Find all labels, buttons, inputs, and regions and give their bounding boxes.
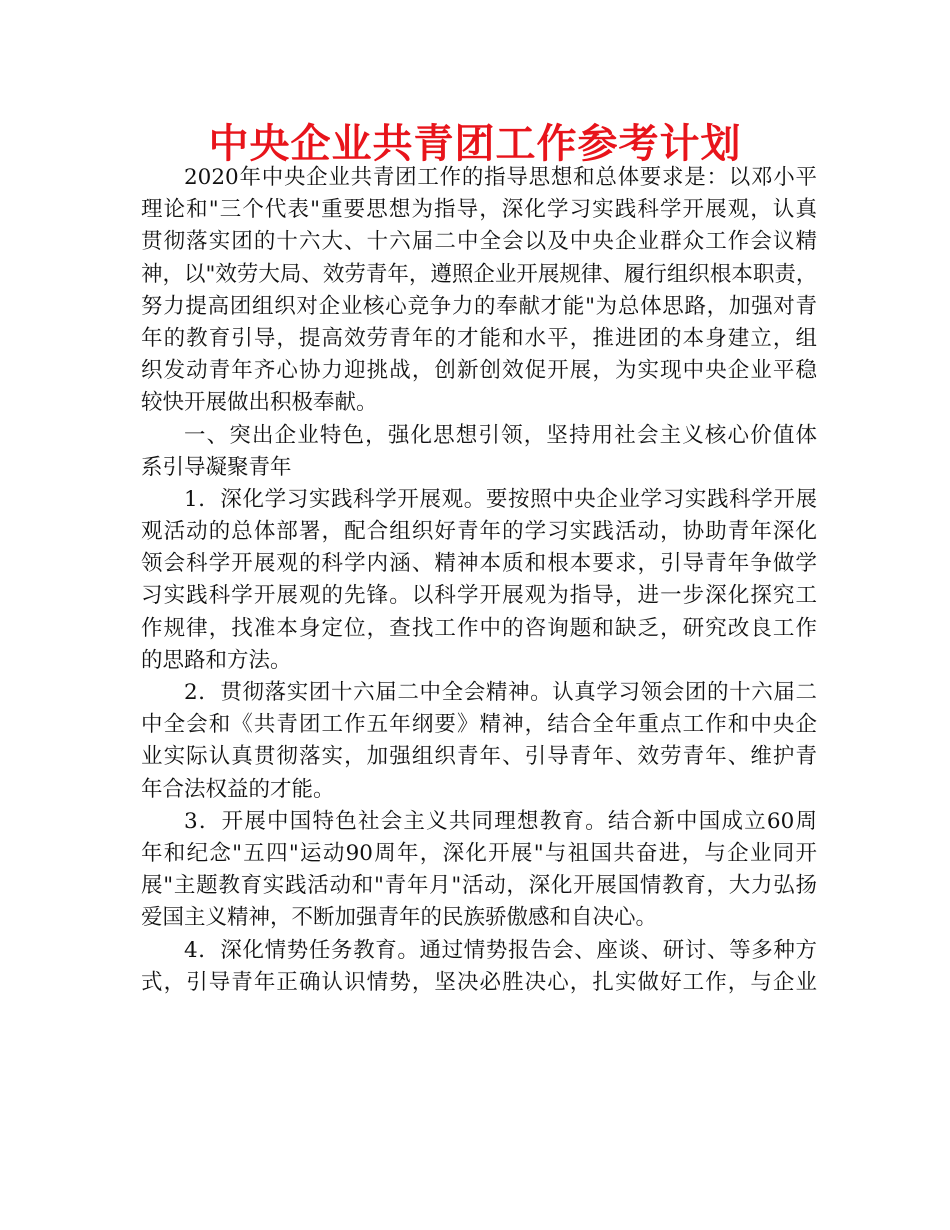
- text-line: 习实践科学开展观的先锋。以科学开展观为指导，进一步深化探究工: [141, 583, 817, 609]
- text-line: 爱国主义精神，不断加强青年的民族骄傲感和自决心。: [141, 905, 658, 931]
- text-line: 系引导凝聚青年: [141, 454, 292, 480]
- text-line: 理论和"三个代表"重要思想为指导，深化学习实践科学开展观，认真: [141, 197, 817, 223]
- text-line: 作规律，找准本身定位，查找工作中的咨询题和缺乏，研究改良工作: [141, 615, 817, 641]
- text-line: 观活动的总体部署，配合组织好青年的学习实践活动，协助青年深化: [141, 519, 817, 545]
- text-line: 努力提高团组织对企业核心竞争力的奉献才能"为总体思路，加强对青: [141, 293, 817, 319]
- text-line: 贯彻落实团的十六大、十六届二中全会以及中央企业群众工作会议精: [141, 229, 817, 255]
- text-line: 式，引导青年正确认识情势，坚决必胜决心，扎实做好工作，与企业: [141, 969, 817, 995]
- text-line: 展"主题教育实践活动和"青年月"活动，深化开展国情教育，大力弘扬: [141, 873, 817, 899]
- text-line: 1．深化学习实践科学开展观。要按照中央企业学习实践科学开展: [184, 486, 817, 512]
- text-line: 业实际认真贯彻落实，加强组织青年、引导青年、效劳青年、维护青: [141, 744, 817, 770]
- text-line: 2．贯彻落实团十六届二中全会精神。认真学习领会团的十六届二: [184, 680, 817, 705]
- text-line: 领会科学开展观的科学内涵、精神本质和根本要求，引导青年争做学: [141, 551, 817, 577]
- text-line: 3．开展中国特色社会主义共同理想教育。结合新中国成立60周: [184, 808, 817, 834]
- text-line: 年合法权益的才能。: [141, 776, 335, 802]
- document-body: [141, 162, 817, 999]
- document-title: 中央企业共青团工作参考计划: [208, 121, 742, 167]
- text-line: 年和纪念"五四"运动90周年，深化开展"与祖国共奋进，与企业同开: [141, 840, 817, 866]
- text-line: 中全会和《共青团工作五年纲要》精神，结合全年重点工作和中央企: [141, 712, 817, 738]
- text-line: 较快开展做出积极奉献。: [141, 390, 378, 416]
- text-line: 4．深化情势任务教育。通过情势报告会、座谈、研讨、等多种方: [184, 937, 817, 963]
- text-line: 年的教育引导，提高效劳青年的才能和水平，推进团的本身建立，组: [141, 325, 817, 351]
- text-line: 的思路和方法。: [141, 647, 292, 673]
- text-line: 织发动青年齐心协力迎挑战，创新创效促开展，为实现中央企业平稳: [141, 358, 817, 384]
- text-line: 一、突出企业特色，强化思想引领，坚持用社会主义核心价值体: [184, 422, 817, 448]
- text-line: 神，以"效劳大局、效劳青年，遵照企业开展规律、履行组织根本职责，: [141, 261, 818, 287]
- text-line: 2020年中央企业共青团工作的指导思想和总体要求是：以邓小平: [184, 165, 817, 190]
